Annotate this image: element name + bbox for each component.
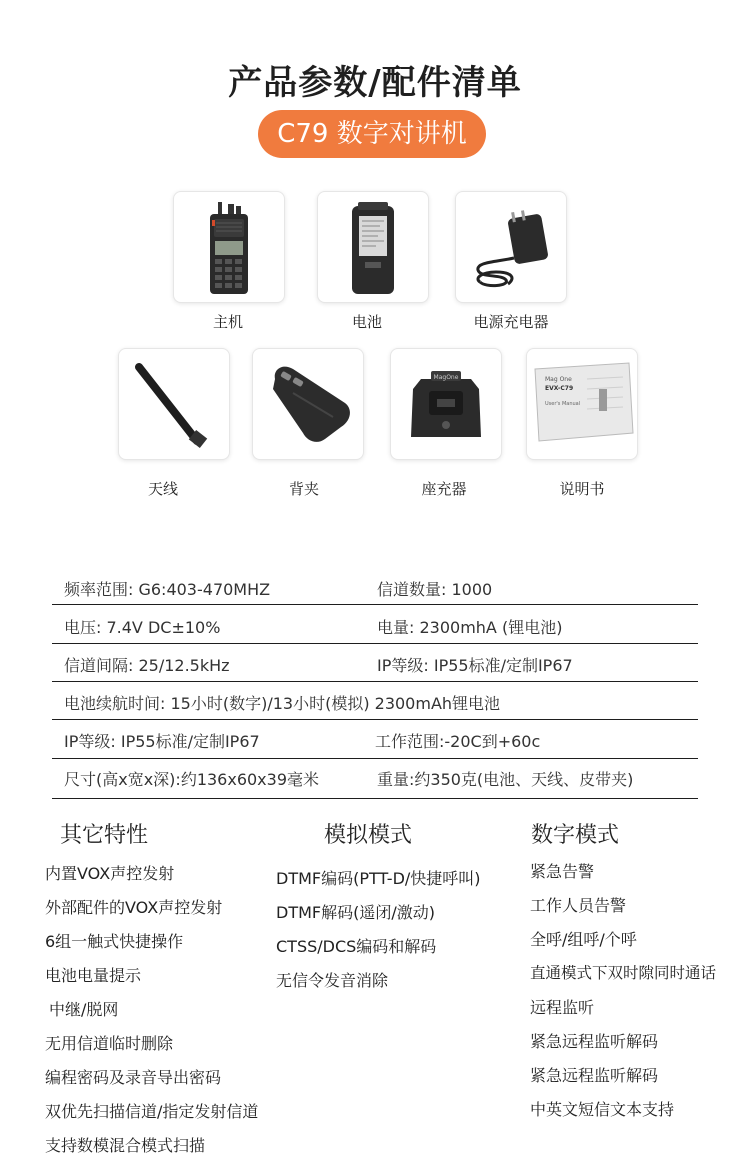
list-item: CTSS/DCS编码和解码 bbox=[276, 937, 437, 956]
spec-operating-temp: 工作范围:-20C到+60c bbox=[375, 732, 541, 751]
spec-dimensions: 尺寸(高x宽x深):约136x60x39毫米 bbox=[64, 770, 320, 789]
list-item: 无信令发音消除 bbox=[276, 971, 389, 990]
spec-weight: 重量:约350克(电池、天线、皮带夹) bbox=[377, 770, 634, 789]
list-item: 中英文短信文本支持 bbox=[530, 1100, 675, 1119]
spec-capacity: 电量: 2300mhA (锂电池) bbox=[377, 618, 563, 637]
list-item: 紧急告警 bbox=[530, 862, 595, 881]
list-item: 全呼/组呼/个呼 bbox=[530, 930, 637, 949]
spec-divider bbox=[52, 798, 698, 799]
accessory-label-antenna: 天线 bbox=[147, 480, 178, 498]
spec-divider bbox=[52, 719, 698, 720]
accessory-card-manual bbox=[526, 348, 638, 460]
list-item: 内置VOX声控发射 bbox=[45, 864, 175, 883]
accessory-card-antenna bbox=[118, 348, 230, 460]
analog-mode-title: 模拟模式 bbox=[324, 823, 413, 848]
list-item: 工作人员告警 bbox=[530, 896, 627, 915]
list-item: 无用信道临时删除 bbox=[45, 1034, 174, 1053]
spec-divider bbox=[52, 681, 698, 682]
spec-ip-rating: IP等级: IP55标准/定制IP67 bbox=[377, 656, 573, 675]
radio-handset-icon bbox=[174, 192, 284, 302]
list-item: 6组一触式快捷操作 bbox=[45, 932, 184, 951]
accessory-card-radio bbox=[173, 191, 285, 303]
accessory-label-desktop-charger: 座充器 bbox=[421, 480, 467, 498]
list-item: 紧急远程监听解码 bbox=[530, 1032, 659, 1051]
manual-brand-text: Mag One bbox=[545, 376, 572, 383]
accessory-card-desktop-charger bbox=[390, 348, 502, 460]
spec-voltage: 电压: 7.4V DC±10% bbox=[64, 618, 221, 637]
power-charger-icon bbox=[456, 192, 566, 302]
desktop-charger-icon bbox=[391, 349, 501, 459]
list-item: 支持数模混合模式扫描 bbox=[45, 1136, 206, 1155]
spec-divider bbox=[52, 604, 698, 605]
accessory-card-belt-clip bbox=[252, 348, 364, 460]
accessory-label-manual: 说明书 bbox=[559, 480, 605, 498]
charger-brand-text: MagOne bbox=[433, 374, 459, 381]
spec-divider bbox=[52, 643, 698, 644]
battery-icon bbox=[318, 192, 428, 302]
spec-ip-rating-2: IP等级: IP55标准/定制IP67 bbox=[64, 732, 260, 751]
page-title: 产品参数/配件清单 bbox=[228, 63, 522, 103]
list-item: 编程密码及录音导出密码 bbox=[45, 1068, 222, 1087]
manual-model-text: EVX-C79 bbox=[545, 385, 574, 392]
digital-mode-title: 数字模式 bbox=[531, 823, 620, 848]
manual-icon bbox=[527, 349, 637, 459]
accessory-label-belt-clip: 背夹 bbox=[288, 480, 319, 498]
list-item: 直通模式下双时隙同时通话 bbox=[530, 964, 717, 982]
spec-battery-life: 电池续航时间: 15小时(数字)/13小时(模拟) 2300mAh锂电池 bbox=[64, 694, 501, 713]
spec-channel-spacing: 信道间隔: 25/12.5kHz bbox=[64, 656, 230, 675]
accessory-label-charger: 电源充电器 bbox=[473, 313, 549, 331]
antenna-icon bbox=[119, 349, 229, 459]
spec-frequency: 频率范围: G6:403-470MHZ bbox=[64, 580, 271, 599]
list-item: 电池电量提示 bbox=[45, 966, 142, 985]
spec-channels: 信道数量: 1000 bbox=[377, 580, 493, 599]
list-item: DTMF编码(PTT-D/快捷呼叫) bbox=[276, 869, 481, 888]
accessory-card-charger bbox=[455, 191, 567, 303]
accessory-card-battery bbox=[317, 191, 429, 303]
accessory-label-battery: 电池 bbox=[351, 313, 382, 331]
list-item: 双优先扫描信道/指定发射信道 bbox=[45, 1102, 259, 1121]
manual-subtitle-text: User's Manual bbox=[545, 401, 581, 407]
list-item: DTMF解码(遥闭/激动) bbox=[276, 903, 435, 922]
list-item: 外部配件的VOX声控发射 bbox=[45, 898, 223, 917]
list-item: 远程监听 bbox=[530, 998, 595, 1017]
list-item: 紧急远程监听解码 bbox=[530, 1066, 659, 1085]
other-features-title: 其它特性 bbox=[60, 823, 149, 848]
accessory-label-radio: 主机 bbox=[212, 313, 243, 331]
model-badge: C79 数字对讲机 bbox=[258, 110, 486, 158]
spec-divider bbox=[52, 758, 698, 759]
list-item: 中继/脱网 bbox=[49, 1000, 119, 1019]
belt-clip-icon bbox=[253, 349, 363, 459]
